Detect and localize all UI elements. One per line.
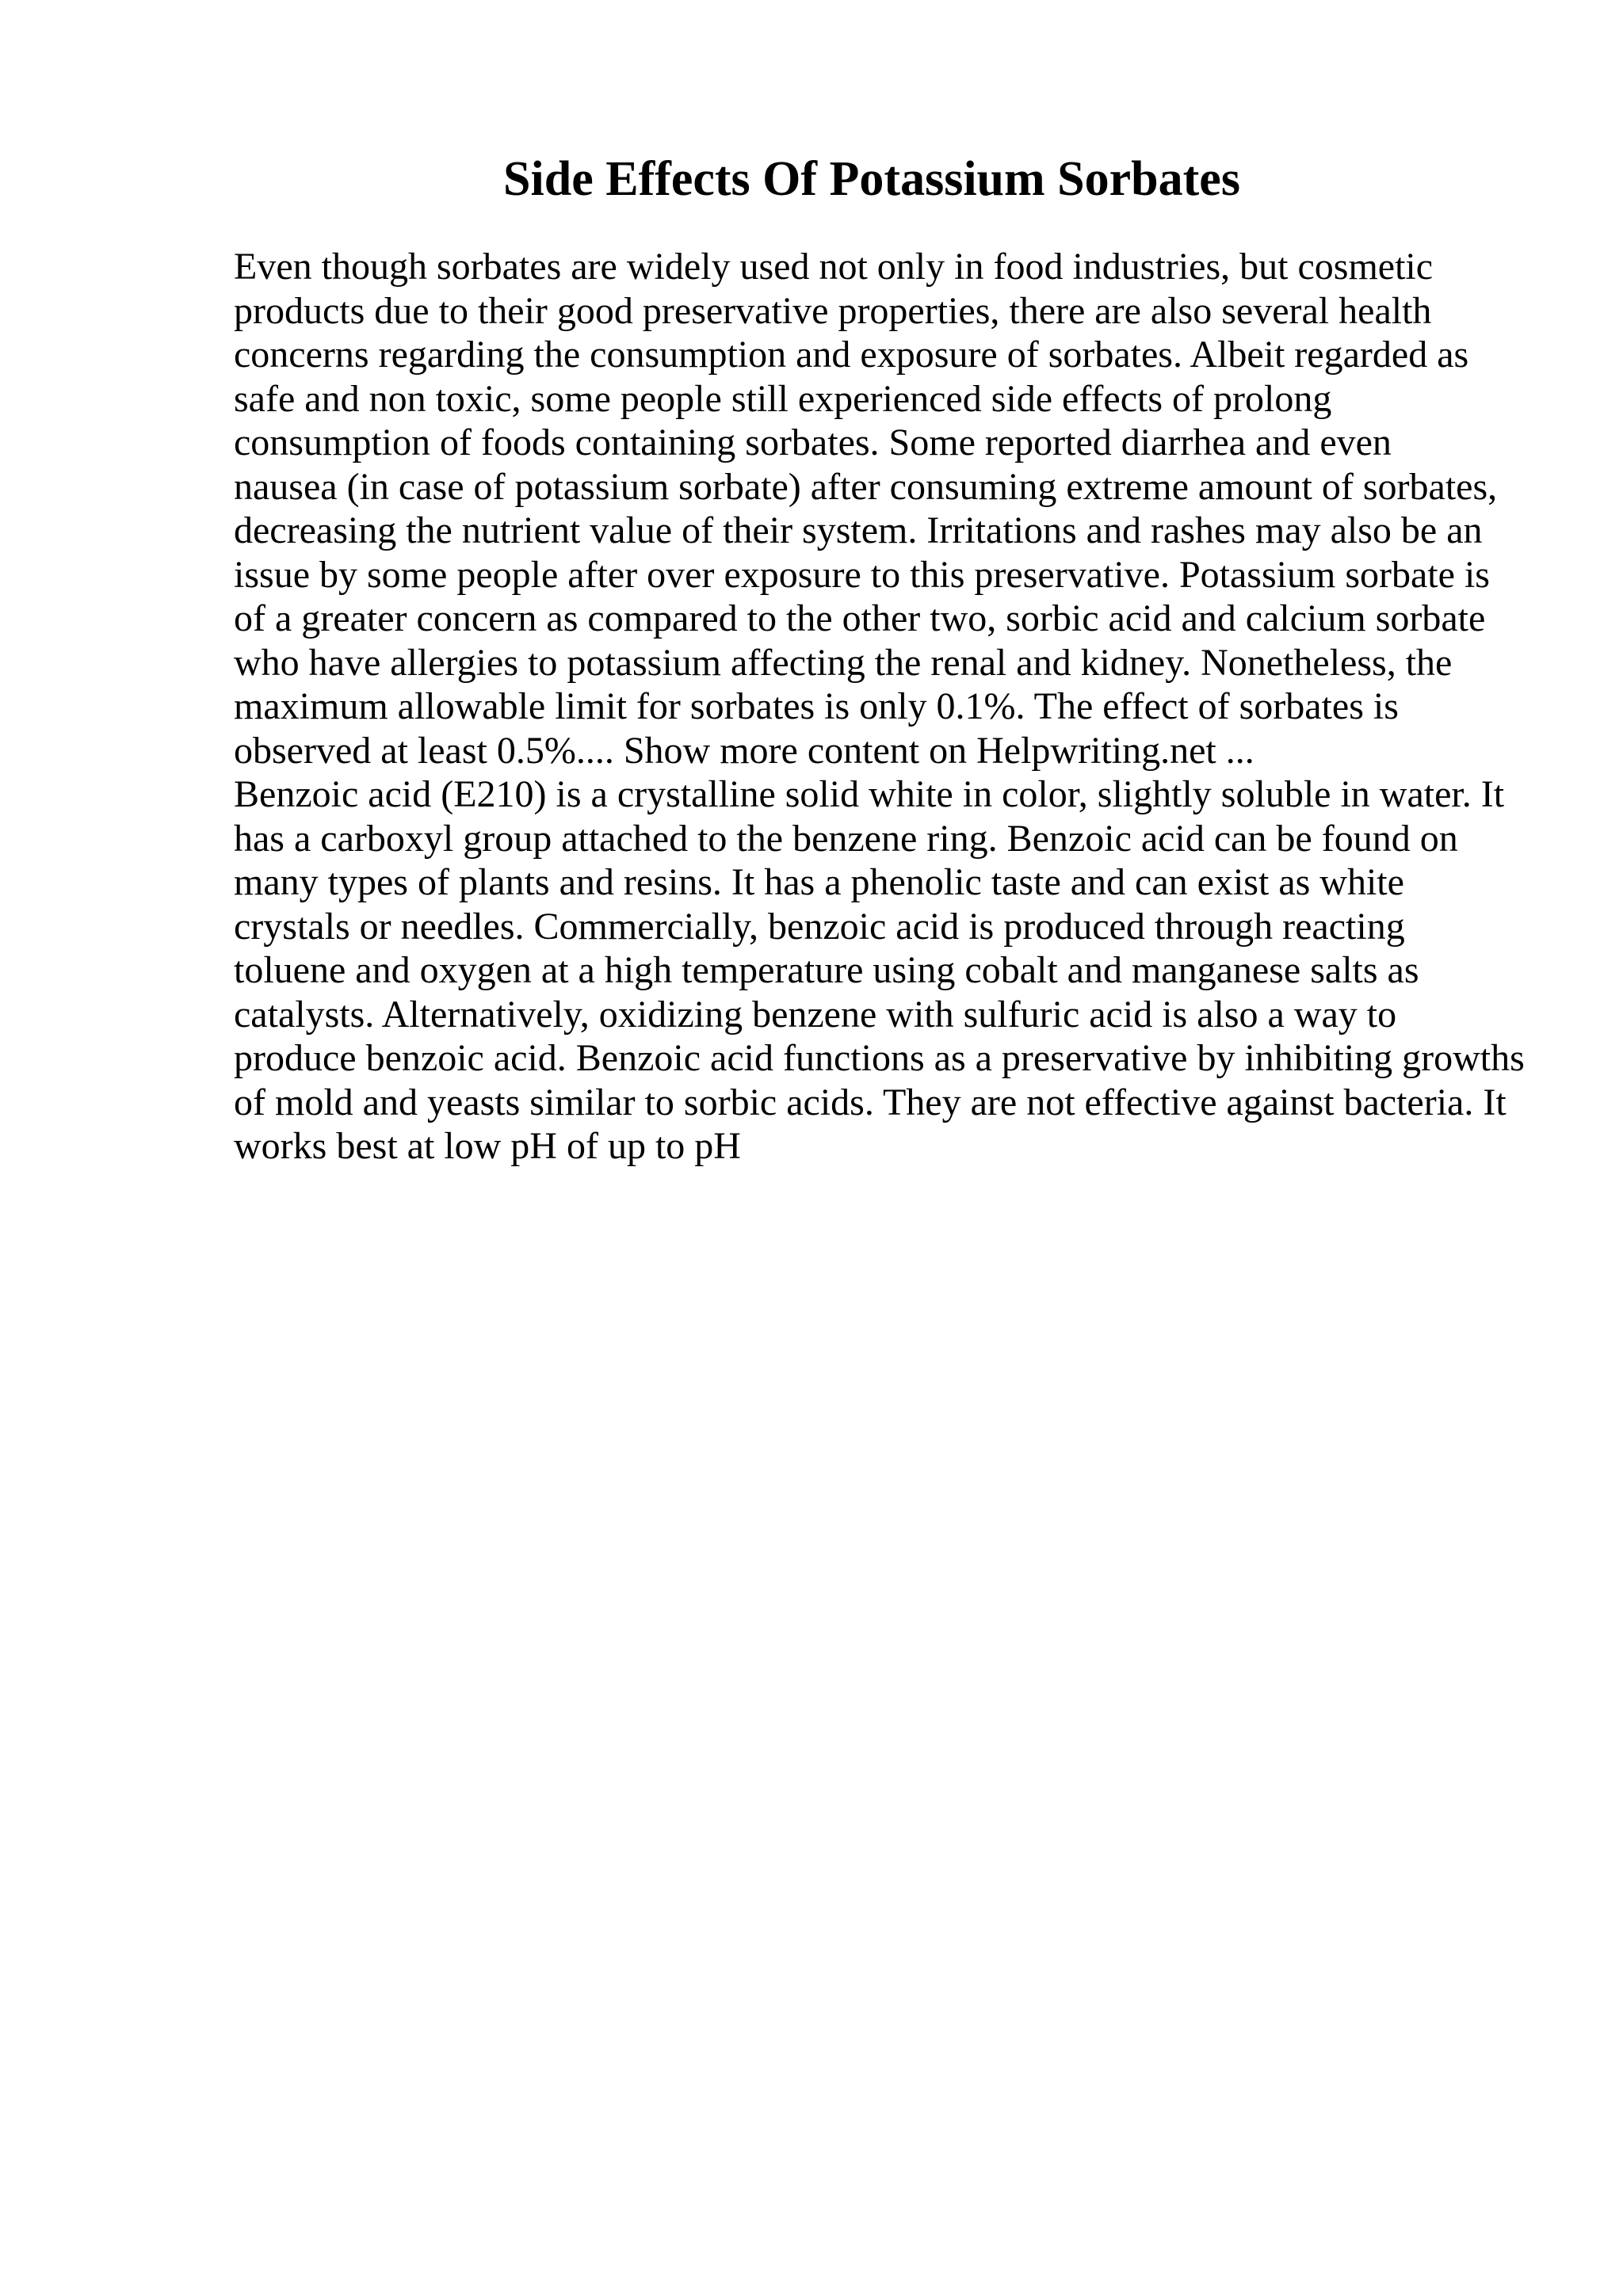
text-line: products due to their good preservative properties, there are also several health bbox=[234, 289, 1432, 332]
text-line: crystals or needles. Commercially, benzoic acid is produced through reacting bbox=[234, 905, 1405, 948]
text-line: consumption of foods containing sorbates. Some reported diarrhea and even bbox=[234, 421, 1392, 463]
text-line: works best at low pH of up to pH bbox=[234, 1125, 741, 1167]
text-line: has a carboxyl group attached to the benzene ring. Benzoic acid can be found on bbox=[234, 817, 1458, 860]
text-line: catalysts. Alternatively, oxidizing benzene with sulfuric acid is also a way to bbox=[234, 993, 1397, 1035]
text-line: decreasing the nutrient value of their system. Irritations and rashes may also be an bbox=[234, 509, 1483, 551]
text-line: nausea (in case of potassium sorbate) after consuming extreme amount of sorbates, bbox=[234, 465, 1498, 508]
text-line: maximum allowable limit for sorbates is only 0.1%. The effect of sorbates is bbox=[234, 685, 1399, 727]
page-title: Side Effects Of Potassium Sorbates bbox=[503, 152, 1240, 206]
text-line: who have allergies to potassium affecting the renal and kidney. Nonetheless, the bbox=[234, 641, 1453, 684]
text-line: Benzoic acid (E210) is a crystalline solid white in color, slightly soluble in water. It bbox=[234, 773, 1505, 815]
essay-body bbox=[234, 245, 1525, 1169]
text-line: safe and non toxic, some people still experienced side effects of prolong bbox=[234, 377, 1332, 420]
text-line: toluene and oxygen at a high temperature using cobalt and manganese salts as bbox=[234, 949, 1419, 991]
text-line: concerns regarding the consumption and exposure of sorbates. Albeit regarded as bbox=[234, 334, 1469, 376]
text-line: Even though sorbates are widely used not only in food industries, but cosmetic bbox=[234, 246, 1434, 288]
text-line: of a greater concern as compared to the other two, sorbic acid and calcium sorbate bbox=[234, 597, 1486, 639]
text-line: produce benzoic acid. Benzoic acid functions as a preservative by inhibiting growths bbox=[234, 1037, 1525, 1079]
text-line: many types of plants and resins. It has a phenolic taste and can exist as white bbox=[234, 861, 1404, 903]
text-line: of mold and yeasts similar to sorbic acids. They are not effective against bacteria. It bbox=[234, 1081, 1507, 1123]
text-line: issue by some people after over exposure to this preservative. Potassium sorbate is bbox=[234, 553, 1490, 596]
text-line: observed at least 0.5%.... Show more content on Helpwriting.net ... bbox=[234, 729, 1254, 772]
